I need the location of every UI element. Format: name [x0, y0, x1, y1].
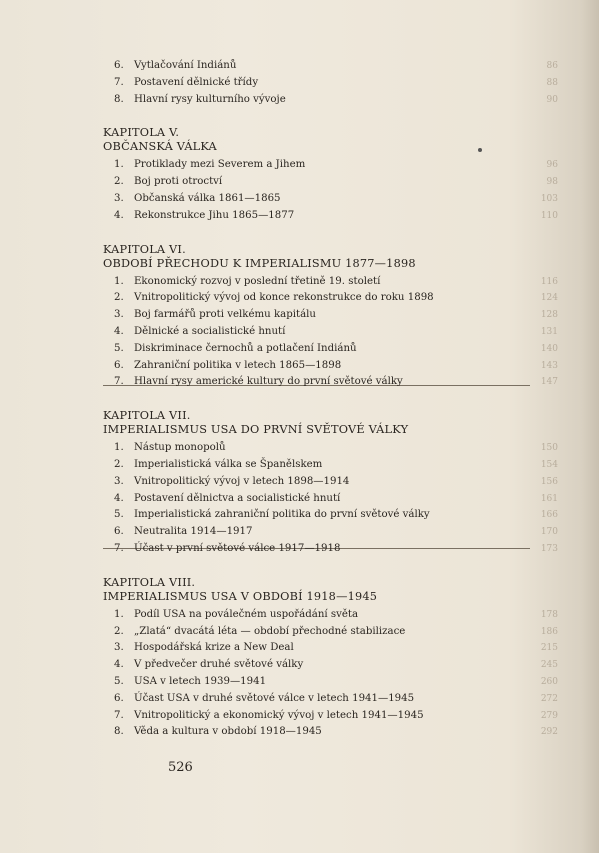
toc-entry [103, 440, 558, 457]
toc-entry [103, 507, 558, 524]
entry-title: Boj farmářů proti velkému kapitálu [134, 309, 316, 321]
entry-number: 4. [114, 325, 124, 337]
chapter-5 [103, 126, 558, 224]
entry-page: 260 [540, 676, 558, 687]
chapter-title: OBDOBÍ PŘECHODU K IMPERIALISMU 1877—1898 [103, 256, 416, 270]
entry-title: Zahraniční politika v letech 1865—1898 [134, 359, 342, 371]
entry-number: 5. [114, 342, 124, 354]
entry-page: 110 [540, 210, 558, 221]
entry-title: Postavení dělnické třídy [134, 76, 259, 88]
entry-page: 150 [540, 443, 558, 454]
entry-number: 1. [114, 608, 124, 620]
entry-page: 96 [546, 160, 558, 171]
toc-entry [103, 457, 558, 474]
toc-entry [103, 541, 558, 558]
entry-number: 7. [114, 709, 124, 721]
entry-number: 6. [114, 692, 124, 704]
page-number: 526 [168, 760, 193, 775]
toc-entry [103, 307, 558, 324]
toc-entry [103, 92, 558, 109]
entry-page: 154 [540, 459, 558, 470]
toc-entry [103, 724, 558, 741]
entry-title: Podíl USA na poválečném uspořádání světa [134, 608, 359, 620]
entry-number: 5. [114, 509, 124, 521]
entry-number: 1. [114, 442, 124, 454]
toc-entry [103, 474, 558, 491]
toc-entry [103, 524, 558, 541]
entry-number: 8. [114, 726, 124, 738]
entry-number: 6. [114, 526, 124, 538]
entry-title: Vnitropolitický vývoj od konce rekonstrukce do roku 1898 [134, 292, 434, 304]
entry-number: 3. [114, 309, 124, 321]
entry-number: 1. [114, 275, 124, 287]
entry-title: V předvečer druhé světové války [134, 659, 304, 671]
entry-number: 6. [114, 60, 124, 71]
entry-page: 124 [540, 293, 558, 304]
entry-page: 98 [546, 177, 558, 188]
entry-page: 170 [540, 527, 558, 538]
entry-title: Dělnické a socialistické hnutí [134, 325, 286, 337]
toc-entry [103, 607, 558, 624]
toc-entry [103, 374, 558, 391]
entry-number: 3. [114, 192, 124, 204]
entry-page: 186 [540, 626, 558, 637]
entry-page: 279 [540, 710, 558, 721]
entry-title: Vnitropolitický a ekonomický vývoj v letech 1941—1945 [134, 709, 424, 721]
entry-number: 4. [114, 659, 124, 671]
entry-page: 140 [540, 343, 558, 354]
entry-page: 166 [540, 510, 558, 521]
entry-title: Imperialistická válka se Španělskem [134, 458, 323, 470]
toc-entry [103, 174, 558, 191]
toc-entry [103, 157, 558, 174]
chapter-label: KAPITOLA VIII. [103, 575, 196, 589]
entry-number: 6. [114, 359, 124, 371]
chapter-label: KAPITOLA VI. [103, 242, 186, 256]
entry-title: Neutralita 1914—1917 [134, 526, 253, 538]
toc-entry [103, 75, 558, 92]
entry-title: Boj proti otroctví [134, 176, 223, 188]
entry-number: 4. [114, 492, 124, 504]
entry-number: 4. [114, 209, 124, 221]
chapter-title: IMPERIALISMUS USA DO PRVNÍ SVĚTOVÉ VÁLKY [103, 423, 409, 437]
toc-entry [103, 274, 558, 291]
entry-title: Účast USA v druhé světové válce v letech 1941—1945 [134, 692, 415, 704]
entry-title: Postavení dělnictva a socialistické hnutí [134, 492, 341, 504]
table-of-contents [103, 58, 558, 741]
chapter-title: IMPERIALISMUS USA V OBDOBÍ 1918—1945 [103, 589, 378, 603]
chapter-label: KAPITOLA V. [103, 126, 180, 140]
entry-title: Vytlačování Indiánů [134, 60, 237, 71]
entry-title: Věda a kultura v období 1918—1945 [134, 726, 322, 738]
toc-entry [103, 341, 558, 358]
entry-number: 3. [114, 475, 124, 487]
entry-number: 7. [114, 376, 124, 388]
entry-title: Hospodářská krize a New Deal [134, 642, 294, 654]
entry-title: Hlavní rysy americké kultury do první světové války [134, 376, 403, 388]
toc-entry [103, 358, 558, 375]
entry-page: 292 [540, 727, 558, 738]
toc-entry [103, 624, 558, 641]
toc-entry [103, 208, 558, 225]
entry-number: 3. [114, 642, 124, 654]
toc-entry [103, 708, 558, 725]
entry-page: 215 [540, 643, 558, 654]
entry-page: 103 [540, 193, 558, 204]
entry-title: Hlavní rysy kulturního vývoje [134, 93, 286, 105]
entry-number: 5. [114, 675, 124, 687]
entry-page: 272 [540, 693, 558, 704]
toc-entry [103, 324, 558, 341]
entry-title: Ekonomický rozvoj v poslední třetině 19. století [134, 275, 381, 287]
entry-page: 116 [540, 276, 558, 287]
entry-number: 8. [114, 93, 124, 105]
entry-number: 7. [114, 76, 124, 88]
toc-entry [103, 191, 558, 208]
toc-entry [103, 491, 558, 508]
chapter-7 [103, 409, 558, 558]
toc-entry [103, 674, 558, 691]
chapter-title: OBČANSKÁ VÁLKA [103, 140, 217, 154]
entry-number: 2. [114, 625, 124, 637]
entry-title: Občanská válka 1861—1865 [134, 192, 281, 204]
entry-title: Protiklady mezi Severem a Jihem [134, 159, 306, 171]
entry-page: 178 [540, 609, 558, 620]
chapter-6 [103, 243, 558, 392]
entry-title: USA v letech 1939—1941 [134, 675, 267, 687]
entry-page: 147 [540, 377, 558, 388]
entry-page: 128 [540, 310, 558, 321]
entry-title: Diskriminace černochů a potlačení Indiánů [134, 342, 357, 354]
entry-page: 131 [540, 326, 558, 337]
entry-page: 245 [540, 660, 558, 671]
entry-page: 156 [540, 476, 558, 487]
entry-page: 143 [540, 360, 558, 371]
entry-title: „Zlatá“ dvacátá léta — období přechodné stabilizace [134, 625, 406, 637]
entry-title: Nástup monopolů [134, 442, 226, 454]
entry-title: Účast v první světové válce 1917—1918 [134, 542, 341, 554]
entry-page: 88 [546, 77, 558, 88]
toc-entry [103, 58, 558, 75]
toc-entry [103, 691, 558, 708]
entry-number: 2. [114, 292, 124, 304]
entry-page: 90 [546, 94, 558, 105]
toc-entry [103, 640, 558, 657]
entry-title: Vnitropolitický vývoj v letech 1898—1914 [134, 475, 350, 487]
entry-number: 1. [114, 159, 124, 171]
entry-number: 7. [114, 542, 124, 554]
toc-entry [103, 657, 558, 674]
chapter-label: KAPITOLA VII. [103, 409, 191, 423]
chapter-8 [103, 576, 558, 741]
entry-title: Rekonstrukce Jihu 1865—1877 [134, 209, 295, 221]
entry-number: 2. [114, 458, 124, 470]
entry-number: 2. [114, 176, 124, 188]
section-continued [103, 58, 558, 108]
entry-page: 86 [546, 61, 558, 71]
toc-entry [103, 290, 558, 307]
entry-page: 173 [540, 543, 558, 554]
entry-title: Imperialistická zahraniční politika do první světové války [134, 509, 430, 521]
entry-page: 161 [540, 493, 558, 504]
